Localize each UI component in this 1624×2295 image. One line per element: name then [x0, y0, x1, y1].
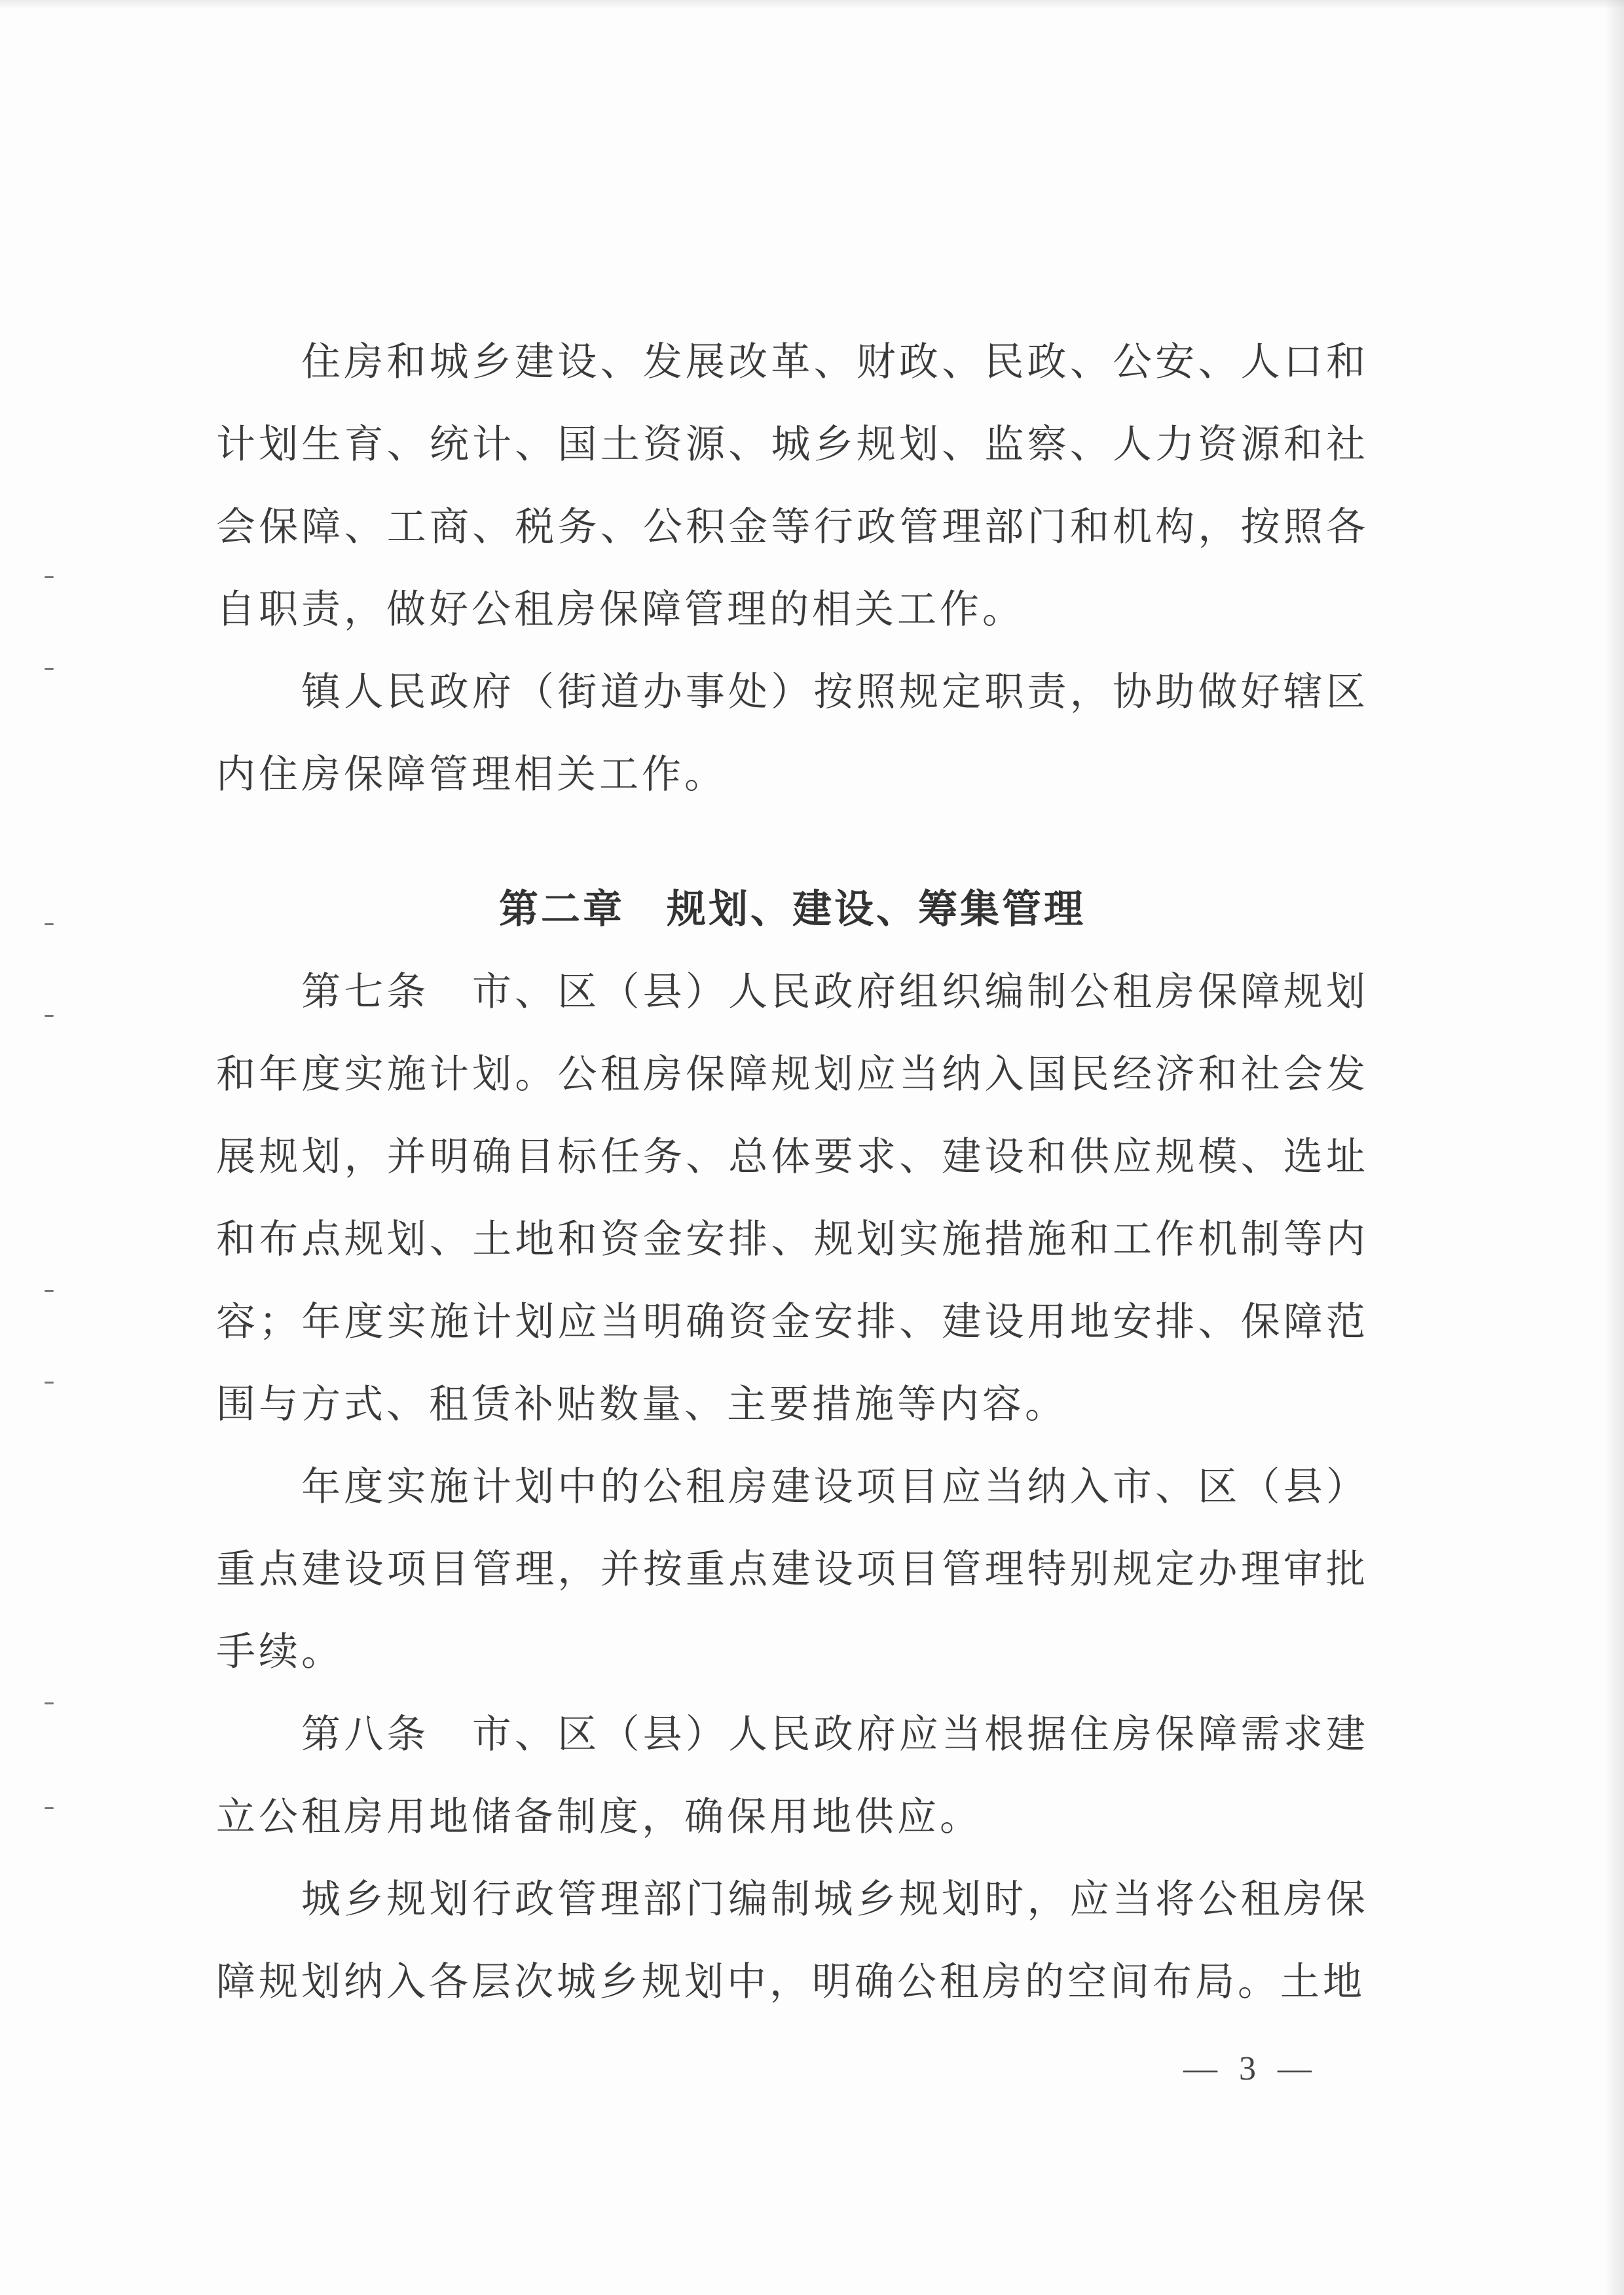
chapter-title: 第二章 规划、建设、筹集管理 [499, 887, 1086, 932]
scan-right-edge [1604, 0, 1624, 2295]
margin-mark [45, 1015, 54, 1017]
article-7-paragraph: 第七条 市、区（县）人民政府组织编制公租房保障规划和年度实施计划。公租房保障规划应当纳入国民经济和社会发展规划，并明确目标任务、总体要求、建设和供应规模、选址和布点规划、土地和资金安排、规划实施措施和工作机制等内容；年度实施计划应当明确资金安排、建设用地安排、保障范围与方式、租赁补贴数量、主要措施等内容。 [216, 969, 1369, 1427]
margin-mark [45, 1382, 54, 1384]
scan-top-edge [0, 0, 1624, 9]
margin-mark [45, 1290, 54, 1292]
document-body [216, 321, 1369, 2023]
article-8-paragraph: 第八条 市、区（县）人民政府应当根据住房保障需求建立公租房用地储备制度，确保用地供应。 [216, 1712, 1369, 1840]
margin-mark [45, 668, 54, 670]
section-gap [216, 816, 1369, 868]
paragraph-departments: 住房和城乡建设、发展改革、财政、民政、公安、人口和计划生育、统计、国土资源、城乡规划、监察、人力资源和社会保障、工商、税务、公积金等行政管理部门和机构，按照各自职责，做好公租房保障管理的相关工作。 [216, 339, 1369, 633]
margin-mark [45, 923, 54, 925]
margin-mark [45, 576, 54, 578]
paragraph-town-government: 镇人民政府（街道办事处）按照规定职责，协助做好辖区内住房保障管理相关工作。 [216, 669, 1369, 798]
margin-mark [45, 1807, 54, 1809]
margin-mark [45, 1702, 54, 1704]
page-number: — 3 — [1183, 2050, 1318, 2087]
article-8-planning-paragraph: 城乡规划行政管理部门编制城乡规划时，应当将公租房保障规划纳入各层次城乡规划中，明确公租房的空间布局。土地 [216, 1877, 1369, 2005]
article-7-annual-plan-paragraph: 年度实施计划中的公租房建设项目应当纳入市、区（县）重点建设项目管理，并按重点建设项目管理特别规定办理审批手续。 [216, 1464, 1369, 1675]
